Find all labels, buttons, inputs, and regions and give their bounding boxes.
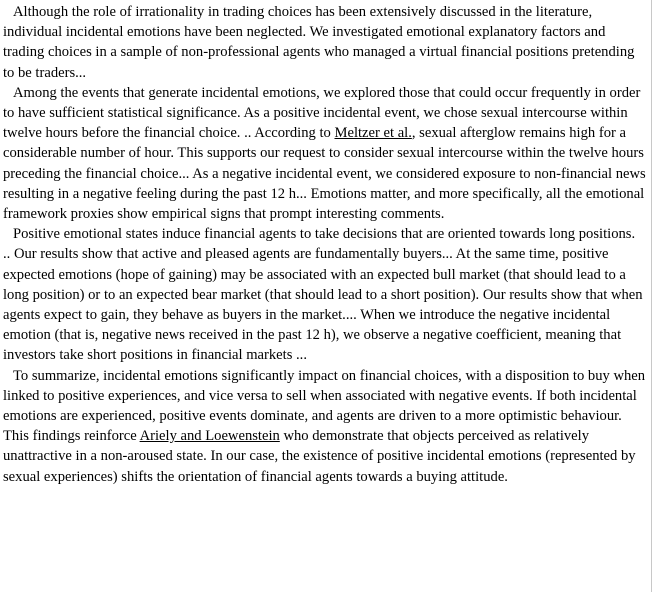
paragraph-2-text-b: , sexual afterglow remains high for a considerable number of hour. This supports our request to consider sexual intercourse within the twelve hours preceding the financial choice... As a negative incidental event, we considered exposure to non-financial news resulting in a negative feeling during the past 12 h... Emotions matter, and more specifically, all the emotional framework proxies show empirical signs that prompt interesting comments. xyxy=(3,125,646,223)
paragraph-1 xyxy=(3,2,646,83)
citation-link-ariely-loewenstein[interactable]: Ariely and Loewenstein xyxy=(139,428,280,445)
paragraph-3-text: Positive emotional states induce financial agents to take decisions that are oriented towards long positions. .. Our results show that active and pleased agents are fundamentally buyers... At the same time, positive expected emotions (hope of gaining) may be associated with an expected bull market (that should lead to a long position) or to an expected bear market (that should lead to a short position). Our results show that when agents expect to gain, they behave as buyers in the market.... When we introduce the negative incidental emotion (that is, negative news received in the past 12 h), we observe a negative coefficient, meaning that investors take short positions in financial markets ... xyxy=(3,226,643,364)
paragraph-4-text-b: who demonstrate that objects perceived as relatively unattractive in a non-aroused state. In our case, the existence of positive incidental emotions (represented by sexual experiences) shifts the orientation of financial agents towards a buying attitude. xyxy=(3,428,636,485)
citation-link-meltzer[interactable]: Meltzer et al. xyxy=(334,125,412,142)
paragraph-4 xyxy=(3,366,646,487)
paragraph-2 xyxy=(3,83,646,224)
paragraph-2-text-a: Among the events that generate incidental emotions, we explored those that could occur frequently in order to have sufficient statistical significance. As a positive incidental event, we chose sexual intercourse within twelve hours before the financial choice. .. According to xyxy=(3,84,641,142)
paragraph-4-text-a: To summarize, incidental emotions significantly impact on financial choices, with a disposition to buy when linked to positive experiences, and vice versa to sell when associated with negative events. If both incidental emotions are experienced, positive events dominate, and agents are driven to a more optimistic behaviour. This findings reinforce xyxy=(3,367,646,445)
paragraph-1-text: Although the role of irrationality in trading choices has been extensively discussed in the literature, individual incidental emotions have been neglected. We investigated emotional explanatory factors and trading choices in a sample of non-professional agents who managed a virtual financial positions pretending to be traders... xyxy=(3,4,635,81)
page-edge-divider xyxy=(651,0,652,592)
paragraph-3 xyxy=(3,224,646,365)
